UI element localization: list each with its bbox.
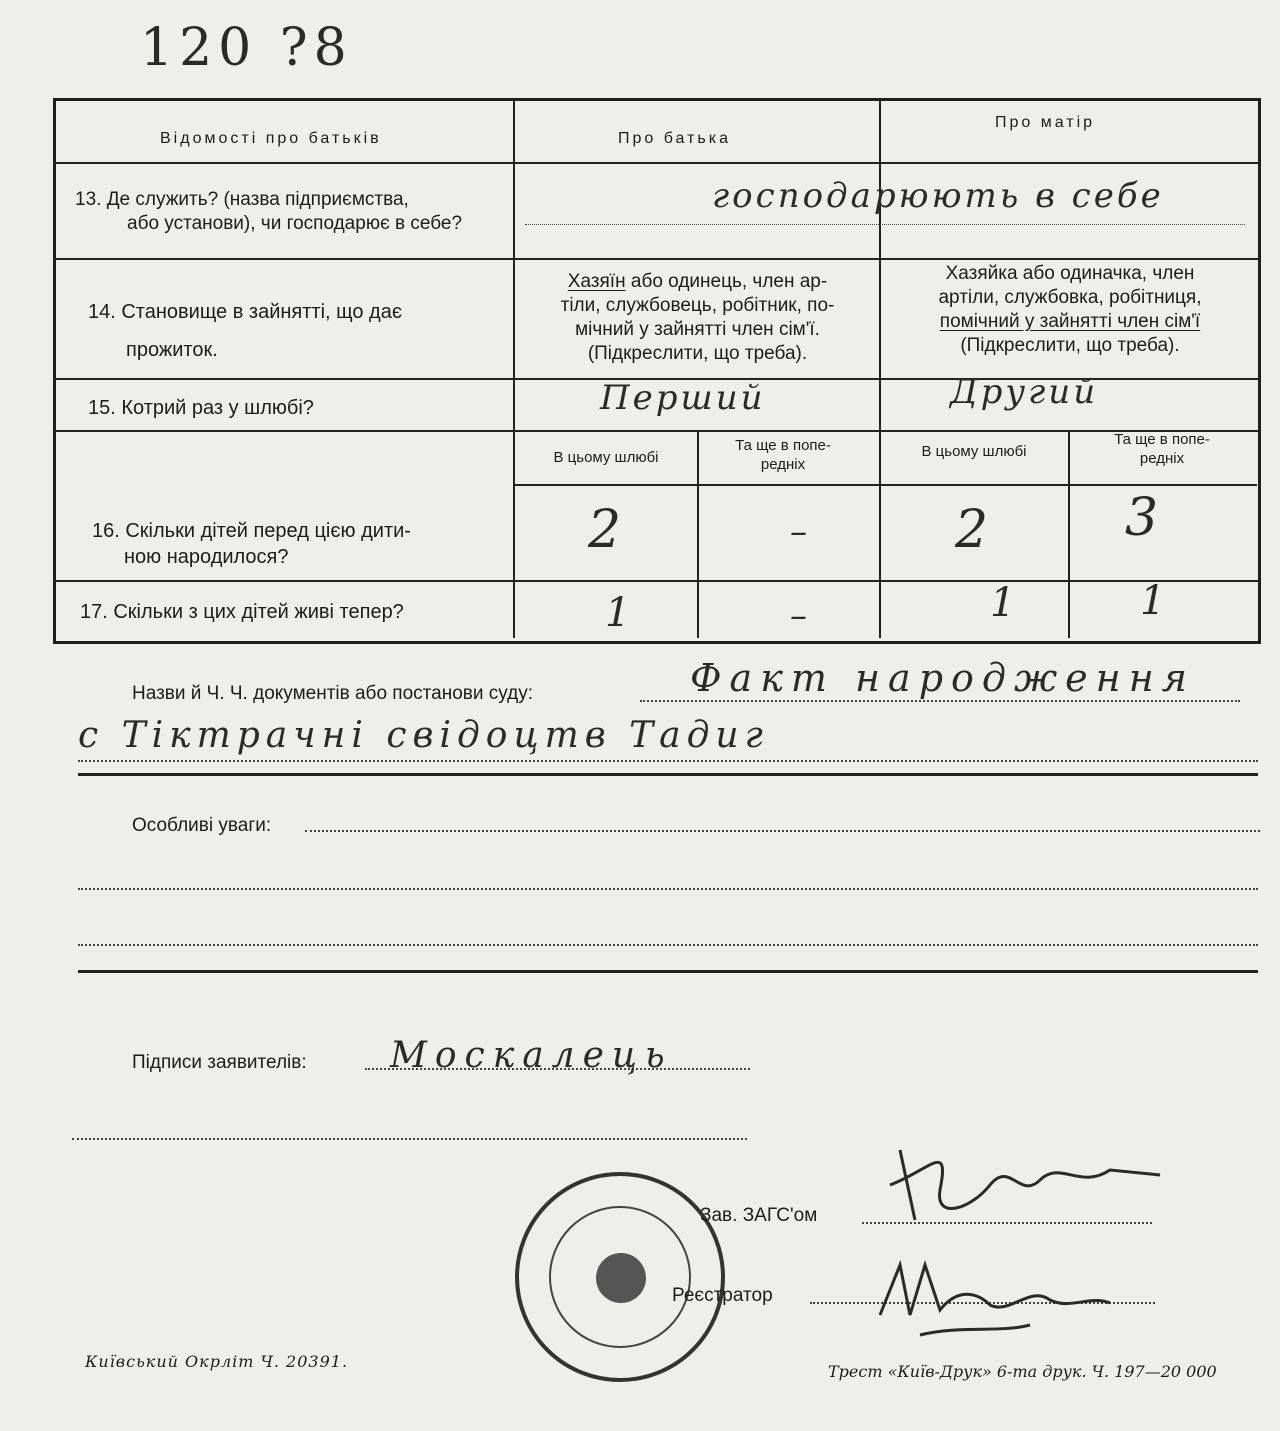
father-option-master-underlined: Хазяїн (567, 271, 626, 292)
row16-father-this: 2 (588, 500, 625, 560)
row16-label-line2: ною народилося? (124, 546, 289, 568)
row17-father-this: 1 (605, 590, 634, 636)
subheader-mother-previous-line2: редніх (1139, 450, 1185, 467)
remarks-label: Особливі уваги: (132, 815, 272, 836)
footer-left: Київський Окрліт Ч. 20391. (85, 1352, 349, 1371)
row17-father-prev: – (790, 596, 810, 636)
mother-option-line1: Хазяйка або одиначка, член (945, 263, 1195, 284)
row14-father-options (520, 270, 875, 366)
row13-handwritten-value: господарюють в себе (712, 176, 1164, 216)
row14-label-line2: прожиток. (126, 339, 218, 361)
official-seal (515, 1172, 725, 1382)
row15-label: 15. Котрий раз у шлюбі? (88, 397, 314, 419)
row17-mother-prev: 1 (1140, 578, 1169, 624)
applicant-signatures-label: Підписи заявителів: (132, 1052, 307, 1073)
documents-handwritten-line2: с Тіктрачні свідоцтв Тадиг (78, 715, 769, 756)
subheader-father-previous (700, 436, 866, 474)
header-parents-info: Відомості про батьків (160, 130, 382, 147)
row16-label (92, 518, 411, 570)
applicant-signature: Москалець (390, 1035, 673, 1076)
row14-label (88, 293, 402, 369)
footer-right: Трест «Київ-Друк» 6-та друк. Ч. 197—20 000 (828, 1362, 1217, 1381)
subheader-mother-previous (1072, 430, 1252, 468)
header-father: Про батька (618, 130, 731, 147)
subheader-father-previous-line2: редніх (760, 456, 806, 473)
subheader-mother-this-marriage: В цьому шлюбі (921, 443, 1027, 460)
registrar-label: Реєстратор (672, 1285, 773, 1306)
archive-number: 120 ?8 (140, 18, 353, 78)
subheader-father-previous-line1: Та ще в попе- (735, 437, 831, 454)
row17-mother-this: 1 (990, 580, 1019, 626)
row13-label-line1: 13. Де служить? (назва підприємства, (75, 189, 409, 210)
father-option-line2: тіли, службовець, робітник, по- (560, 295, 835, 316)
row13-label (75, 188, 462, 236)
row13-label-line2: або установи), чи господарює в себе? (127, 213, 463, 234)
row16-mother-this: 2 (955, 500, 992, 560)
row16-father-prev: – (790, 512, 810, 552)
row16-mother-prev: 3 (1125, 488, 1162, 548)
official-seal-emblem (596, 1253, 646, 1303)
row15-father-value: Перший (600, 378, 766, 418)
father-option-line4: (Підкреслити, що треба). (587, 343, 808, 364)
row15-mother-value: Другий (950, 372, 1099, 412)
row14-label-line1: 14. Становище в зайнятті, що дає (88, 301, 403, 323)
header-mother: Про матір (995, 114, 1096, 131)
head-signature (870, 1130, 1170, 1240)
official-seal-inner-ring (549, 1206, 691, 1348)
row17-label: 17. Скільки з цих дітей живі тепер? (80, 601, 404, 623)
father-option-line1: або одинець, член ар- (625, 271, 828, 292)
documents-handwritten-line1: Факт народження (690, 656, 1195, 700)
subheader-father-this-marriage: В цьому шлюбі (553, 449, 659, 466)
head-zags-label: Зав. ЗАГС'ом (700, 1205, 818, 1226)
row14-mother-options (885, 262, 1255, 358)
mother-option-line3-underlined: помічний у зайнятті член сім'ї (939, 311, 1201, 332)
registrar-signature (860, 1225, 1120, 1345)
mother-option-line4: (Підкреслити, що треба). (960, 335, 1180, 356)
row16-label-line1: 16. Скільки дітей перед цією дити- (92, 520, 411, 542)
father-option-line3: мічний у зайнятті член сім'ї. (575, 319, 820, 340)
mother-option-line2: артіли, службовка, робітниця, (938, 287, 1202, 308)
documents-label: Назви й Ч. Ч. документів або постанови суду: (132, 683, 533, 704)
subheader-mother-previous-line1: Та ще в попе- (1114, 431, 1210, 448)
